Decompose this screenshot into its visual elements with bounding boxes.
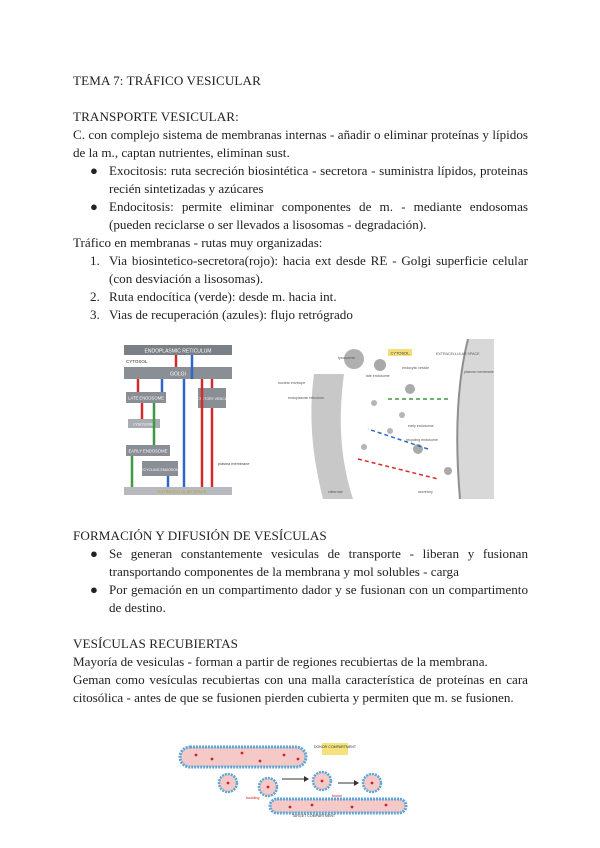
svg-text:TARGET COMPARTMENT: TARGET COMPARTMENT: [292, 814, 336, 817]
svg-text:CYTOSOL: CYTOSOL: [126, 359, 148, 364]
svg-text:lysosome: lysosome: [338, 355, 355, 360]
svg-text:early endosome: early endosome: [408, 424, 434, 428]
svg-text:nuclear envelope: nuclear envelope: [278, 381, 306, 385]
svg-text:LYSOSOME: LYSOSOME: [132, 421, 156, 427]
list-item: 2. Ruta endocítica (verde): desde m. hacia int.: [90, 289, 337, 304]
svg-text:endocytic vesicle: endocytic vesicle: [402, 366, 430, 370]
list-item: ● Por gemación en un compartimento dador y se fusionan con un compartimento de destino.: [90, 582, 528, 615]
svg-text:EXTRACELLULAR SPACE: EXTRACELLULAR SPACE: [158, 489, 207, 494]
coated-paragraph-1: Mayoría de vesiculas - forman a partir de regiones recubiertas de la membrana.: [73, 654, 488, 669]
list-item: 3. Vias de recuperación (azules): flujo retrógrado: [90, 307, 353, 322]
svg-text:LATE ENDOSOME: LATE ENDOSOME: [128, 395, 164, 401]
svg-text:SECRETORY VESICLES: SECRETORY VESICLES: [192, 397, 232, 401]
list-item: ● Endocitosis: permite eliminar componentes de m. - mediante endosomas (pueden reciclarse o ser llevados a lisosomas - degradación).: [90, 199, 528, 232]
svg-text:EARLY ENDOSOME: EARLY ENDOSOME: [128, 448, 168, 454]
membrane-traffic-figure: [118, 339, 494, 499]
svg-text:CYTOSOL: CYTOSOL: [390, 350, 410, 356]
formation-bullet-list: [73, 545, 528, 617]
coated-paragraph-2: Geman como vesículas recubiertas con una malla característica de proteínas en cara citosólica - antes de que se fusionen pierden cubierta y permiten que m. se fusionen.: [73, 672, 528, 705]
routes-list: [73, 252, 528, 324]
section-heading-coated: VESÍCULAS RECUBIERTAS: [73, 636, 239, 651]
bullet-dot-icon: ●: [90, 546, 98, 561]
bullet-dot-icon: ●: [90, 582, 98, 597]
svg-text:recycling endosome: recycling endosome: [406, 438, 438, 442]
svg-text:endoplasmic reticulum: endoplasmic reticulum: [288, 396, 324, 400]
transport-intro: C. con complejo sistema de membranas internas - añadir o eliminar proteínas y lípidos de la m., captan nutrientes, eliminan sust.: [73, 127, 528, 160]
svg-text:fusion: fusion: [332, 794, 343, 798]
list-item: ● Exocitosis: ruta secreción biosintética - secretora - suministra lípidos, proteinas recién sintetizadas y azúcares: [90, 163, 528, 196]
list-item: 1. Via biosintetico-secretora(rojo): hacia ext desde RE - Golgi superficie celular (con desviación a lisosomas).: [90, 253, 528, 286]
list-item: ● Se generan constantemente vesiculas de transporte - liberan y fusionan transportando componentes de la membrana y mol solubles - carga: [90, 546, 528, 579]
svg-text:DONOR COMPARTMENT: DONOR COMPARTMENT: [313, 745, 357, 749]
traffic-intro: Tráfico en membranas - rutas muy organizadas:: [73, 235, 323, 250]
svg-text:plasma membrane: plasma membrane: [464, 370, 494, 374]
bullet-dot-icon: ●: [90, 163, 98, 178]
svg-text:late endosome: late endosome: [366, 374, 390, 378]
svg-text:plasma membrane: plasma membrane: [218, 462, 250, 466]
bullet-dot-icon: ●: [90, 199, 98, 214]
svg-text:cisternae: cisternae: [328, 490, 343, 494]
svg-text:secretory: secretory: [418, 490, 433, 494]
coated-vesicle-figure: [172, 737, 412, 817]
section-heading-formation: FORMACIÓN Y DIFUSIÓN DE VESÍCULAS: [73, 528, 327, 543]
section-heading-transport: TRANSPORTE VESICULAR:: [73, 109, 239, 124]
svg-text:GOLGI: GOLGI: [170, 371, 186, 378]
page-title: TEMA 7: TRÁFICO VESICULAR: [73, 73, 261, 88]
svg-text:ENDOPLASMIC RETICULUM: ENDOPLASMIC RETICULUM: [144, 348, 212, 355]
svg-text:RECYCLING ENDOSOME: RECYCLING ENDOSOME: [138, 468, 182, 472]
svg-text:EXTRACELLULAR SPACE: EXTRACELLULAR SPACE: [436, 352, 480, 356]
svg-text:budding: budding: [246, 796, 260, 800]
transport-bullet-list: [73, 162, 528, 234]
